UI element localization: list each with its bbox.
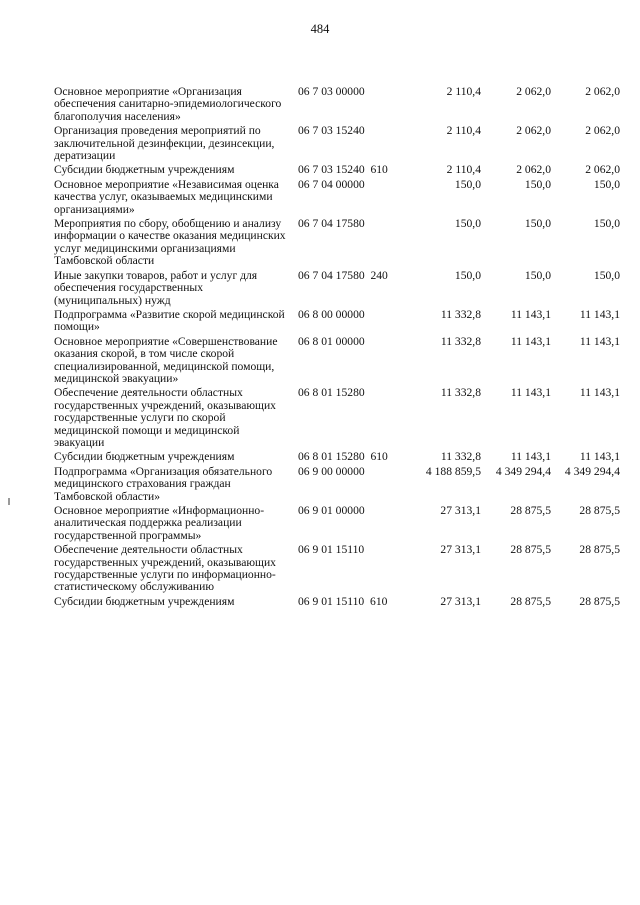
row-value-3: 2 062,0 [585, 124, 620, 138]
row-code: 06 9 00 00000 [298, 464, 365, 478]
row-value-1: 150,0 [454, 268, 481, 282]
row-value-1: 11 332,8 [440, 334, 481, 348]
row-code: 06 7 04 00000 [298, 177, 365, 191]
table-row [54, 125, 620, 162]
row-value-1: 11 332,8 [440, 450, 481, 464]
row-value-3: 2 062,0 [585, 163, 620, 177]
table-row [54, 309, 620, 334]
row-value-3: 150,0 [593, 177, 620, 191]
row-code: 06 9 01 00000 [298, 504, 365, 517]
row-code: 06 9 01 15110 610 [298, 594, 388, 608]
row-value-3: 4 349 294,4 [564, 464, 620, 478]
row-value-3: 11 143,1 [579, 334, 620, 348]
row-value-1: 27 313,1 [440, 543, 481, 557]
row-name: Организация проведения мероприятий по заключительной дезинфекции, дезинсекции, дератизации [54, 124, 275, 163]
row-value-1: 2 110,4 [446, 124, 481, 138]
row-value-1: 150,0 [454, 177, 481, 191]
row-name: Подпрограмма «Организация обязательного медицинского страхования граждан Тамбовской области» [54, 464, 273, 503]
row-name: Основное мероприятие «Совершенствование оказания скорой, в том числе скорой специализированной, медицинской помощи, медицинской эвакуации» [54, 334, 278, 385]
table-row [54, 86, 620, 123]
row-code: 06 7 04 17580 [298, 217, 365, 231]
row-name: Основное мероприятие «Организация обеспечения санитарно-эпидемиологического благополучия населения» [54, 85, 282, 123]
row-value-2: 2 062,0 [516, 85, 551, 98]
table-row [54, 179, 620, 216]
table-row [54, 544, 620, 594]
table-row [54, 387, 620, 449]
row-value-3: 150,0 [593, 268, 620, 282]
row-value-2: 150,0 [524, 217, 551, 231]
row-value-2: 28 875,5 [510, 543, 551, 557]
row-value-1: 11 332,8 [440, 386, 481, 400]
row-value-2: 11 143,1 [510, 386, 551, 400]
row-name: Иные закупки товаров, работ и услуг для обеспечения государственных (муниципальных) нужд [54, 268, 258, 307]
row-code: 06 7 03 00000 [298, 85, 365, 98]
row-name: Субсидии бюджетным учреждениям [54, 450, 235, 464]
row-value-1: 11 332,8 [440, 307, 481, 321]
table-row [54, 336, 620, 386]
row-code: 06 8 01 15280 [298, 386, 365, 400]
row-name: Мероприятия по сбору, обобщению и анализу информации о качестве оказания медицинских услуг медицинскими организациями Тамбовской области [54, 217, 286, 268]
scan-artifact [8, 498, 10, 505]
row-value-2: 11 143,1 [510, 307, 551, 321]
row-code: 06 7 03 15240 610 [298, 163, 388, 177]
row-name: Субсидии бюджетным учреждениям [54, 594, 235, 608]
table-row [54, 451, 620, 463]
row-code: 06 9 01 15110 [298, 543, 365, 557]
row-value-1: 27 313,1 [440, 504, 481, 517]
row-code: 06 8 01 00000 [298, 334, 365, 348]
row-name: Основное мероприятие «Независимая оценка качества услуг, оказываемых медицинскими организациями» [54, 177, 279, 216]
row-value-1: 2 110,4 [446, 85, 481, 98]
table-row [54, 596, 620, 608]
row-value-3: 28 875,5 [579, 543, 620, 557]
row-value-1: 150,0 [454, 217, 481, 231]
row-code: 06 7 04 17580 240 [298, 268, 388, 282]
row-value-2: 11 143,1 [510, 334, 551, 348]
row-value-2: 28 875,5 [510, 594, 551, 608]
row-value-2: 150,0 [524, 268, 551, 282]
row-value-3: 28 875,5 [579, 594, 620, 608]
row-name: Субсидии бюджетным учреждениям [54, 163, 235, 177]
table-row [54, 505, 620, 542]
row-value-2: 150,0 [524, 177, 551, 191]
row-value-2: 2 062,0 [516, 124, 551, 138]
row-value-3: 11 143,1 [579, 307, 620, 321]
row-code: 06 7 03 15240 [298, 124, 365, 138]
row-name: Основное мероприятие «Информационно-аналитическая поддержка реализации государственной программы» [54, 504, 265, 542]
row-value-2: 11 143,1 [510, 450, 551, 464]
row-value-3: 2 062,0 [585, 85, 620, 98]
row-name: Обеспечение деятельности областных государственных учреждений, оказывающих государственные услуги по информационно-статистическому обслуживанию [54, 543, 276, 594]
page-number: 484 [310, 22, 330, 36]
row-value-3: 28 875,5 [579, 504, 620, 517]
row-value-3: 11 143,1 [579, 386, 620, 400]
row-value-1: 4 188 859,5 [425, 464, 481, 478]
row-value-2: 4 349 294,4 [495, 464, 551, 478]
budget-table [54, 86, 620, 610]
row-value-3: 11 143,1 [579, 450, 620, 464]
row-name: Обеспечение деятельности областных государственных учреждений, оказывающих государственные услуги по скорой медицинской помощи и медицинской эвакуации [54, 386, 276, 449]
row-value-3: 150,0 [593, 217, 620, 231]
row-code: 06 8 01 15280 610 [298, 450, 388, 464]
row-name: Подпрограмма «Развитие скорой медицинской помощи» [54, 307, 285, 334]
row-value-1: 2 110,4 [446, 163, 481, 177]
table-row [54, 218, 620, 268]
row-value-1: 27 313,1 [440, 594, 481, 608]
row-code: 06 8 00 00000 [298, 307, 365, 321]
row-value-2: 2 062,0 [516, 163, 551, 177]
table-row [54, 164, 620, 176]
row-value-2: 28 875,5 [510, 504, 551, 517]
table-row [54, 270, 620, 307]
table-row [54, 466, 620, 503]
